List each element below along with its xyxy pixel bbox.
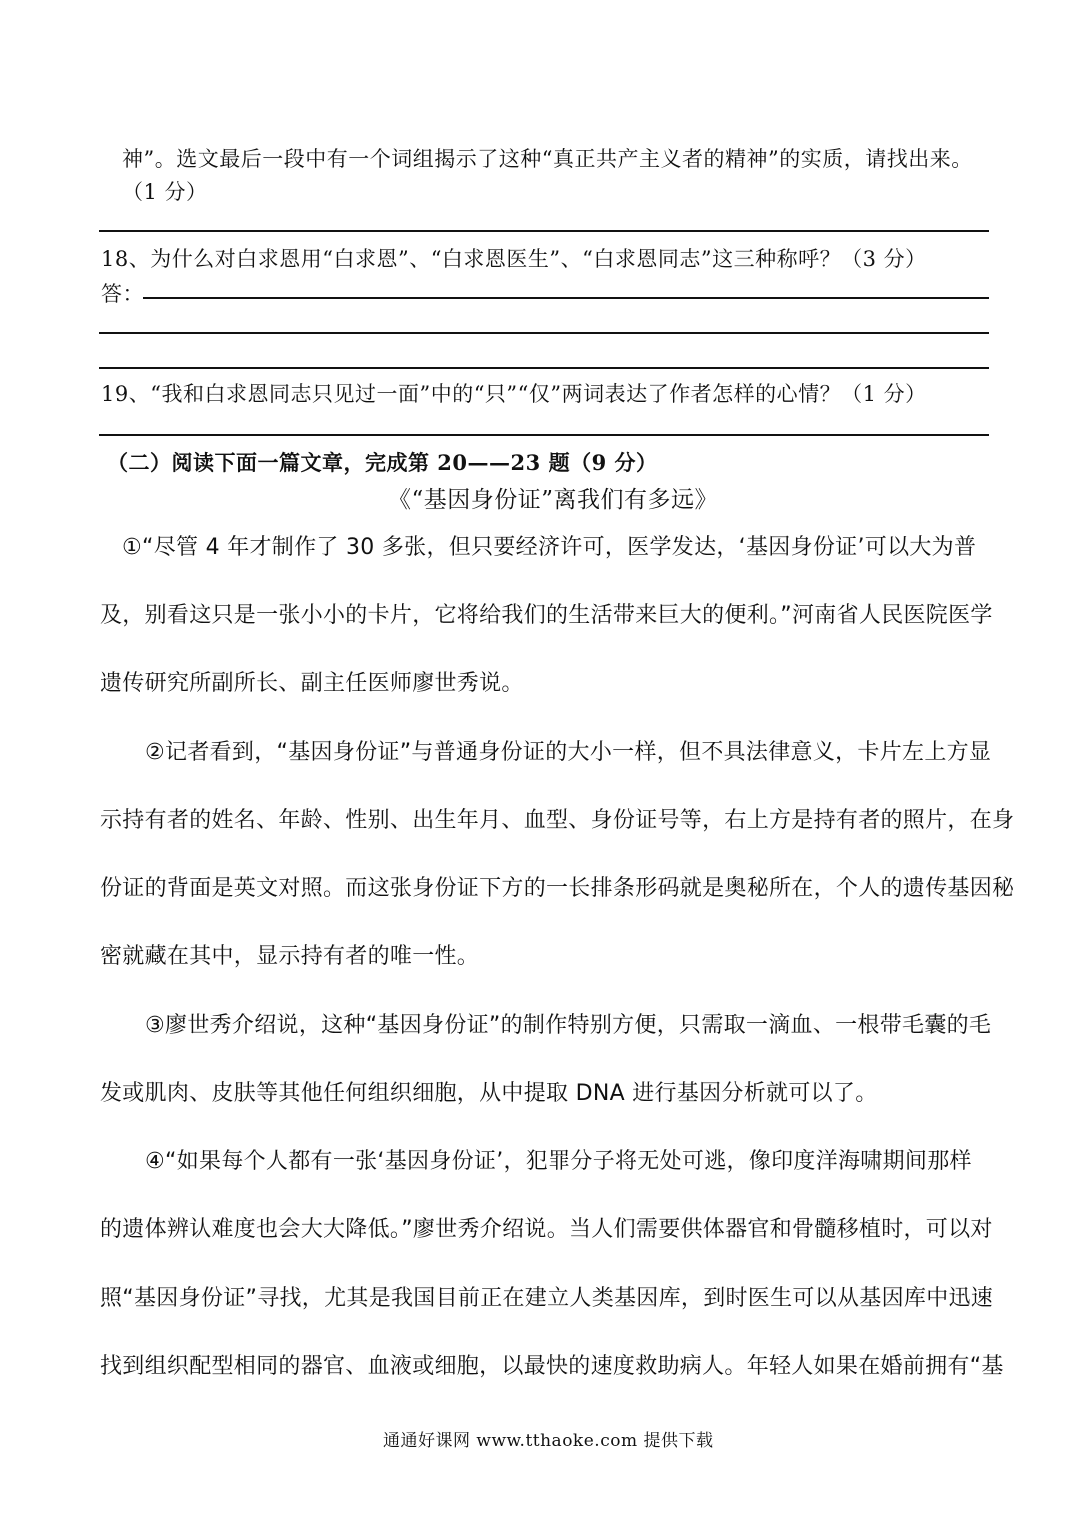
answer-label: 答： xyxy=(101,282,144,306)
article-line: 遗传研究所副所长、副主任医师廖世秀说。 xyxy=(100,671,524,696)
prev-question-line1: 神”。选文最后一段中有一个词组揭示了这种“真正共产主义者的精神”的实质，请找出来。 xyxy=(122,147,973,171)
article-title: 《“基因身份证”离我们有多远》 xyxy=(388,487,719,513)
article-line: ①“尽管 4 年才制作了 30 多张，但只要经济许可，医学发达，‘基因身份证’可以大为普 xyxy=(122,535,977,560)
page-footer: 通通好课网 www.tthaoke.com 提供下载 xyxy=(383,1431,714,1451)
answer-line xyxy=(99,230,989,232)
article-line: ③廖世秀介绍说，这种“基因身份证”的制作特别方便，只需取一滴血、一根带毛囊的毛 xyxy=(145,1013,992,1038)
question-18: 18、为什么对白求恩用“白求恩”、“白求恩医生”、“白求恩同志”这三种称呼？（3 分） xyxy=(101,247,927,271)
answer-line xyxy=(99,332,989,334)
article-line: 及，别看这只是一张小小的卡片，它将给我们的生活带来巨大的便利。”河南省人民医院医学 xyxy=(100,603,993,628)
article-line: 份证的背面是英文对照。而这张身份证下方的一长排条形码就是奥秘所在，个人的遗传基因秘 xyxy=(100,876,1015,901)
article-line: 发或肌肉、皮肤等其他任何组织细胞，从中提取 DNA 进行基因分析就可以了。 xyxy=(100,1081,878,1106)
article-line: ④“如果每个人都有一张‘基因身份证’，犯罪分子将无处可逃，像印度洋海啸期间那样 xyxy=(145,1149,972,1174)
answer-line xyxy=(99,434,989,436)
article-line: ②记者看到，“基因身份证”与普通身份证的大小一样，但不具法律意义，卡片左上方显 xyxy=(145,740,992,765)
article-line: 密就藏在其中，显示持有者的唯一性。 xyxy=(100,944,480,969)
section-heading: （二）阅读下面一篇文章，完成第 20——23 题（9 分） xyxy=(107,450,658,475)
article-line: 示持有者的姓名、年龄、性别、出生年月、血型、身份证号等，右上方是持有者的照片，在身 xyxy=(100,808,1015,833)
answer-line xyxy=(143,297,989,299)
prev-question-line2: （1 分） xyxy=(122,180,208,204)
question-19: 19、“我和白求恩同志只见过一面”中的“只”“仅”两词表达了作者怎样的心情？（1 分） xyxy=(101,382,927,406)
article-line: 的遗体辨认难度也会大大降低。”廖世秀介绍说。当人们需要供体器官和骨髓移植时，可以对 xyxy=(100,1217,993,1242)
article-line: 照“基因身份证”寻找，尤其是我国目前正在建立人类基因库，到时医生可以从基因库中迅速 xyxy=(100,1286,994,1311)
answer-line xyxy=(99,367,989,369)
article-line: 找到组织配型相同的器官、血液或细胞，以最快的速度救助病人。年轻人如果在婚前拥有“基 xyxy=(100,1354,1004,1379)
